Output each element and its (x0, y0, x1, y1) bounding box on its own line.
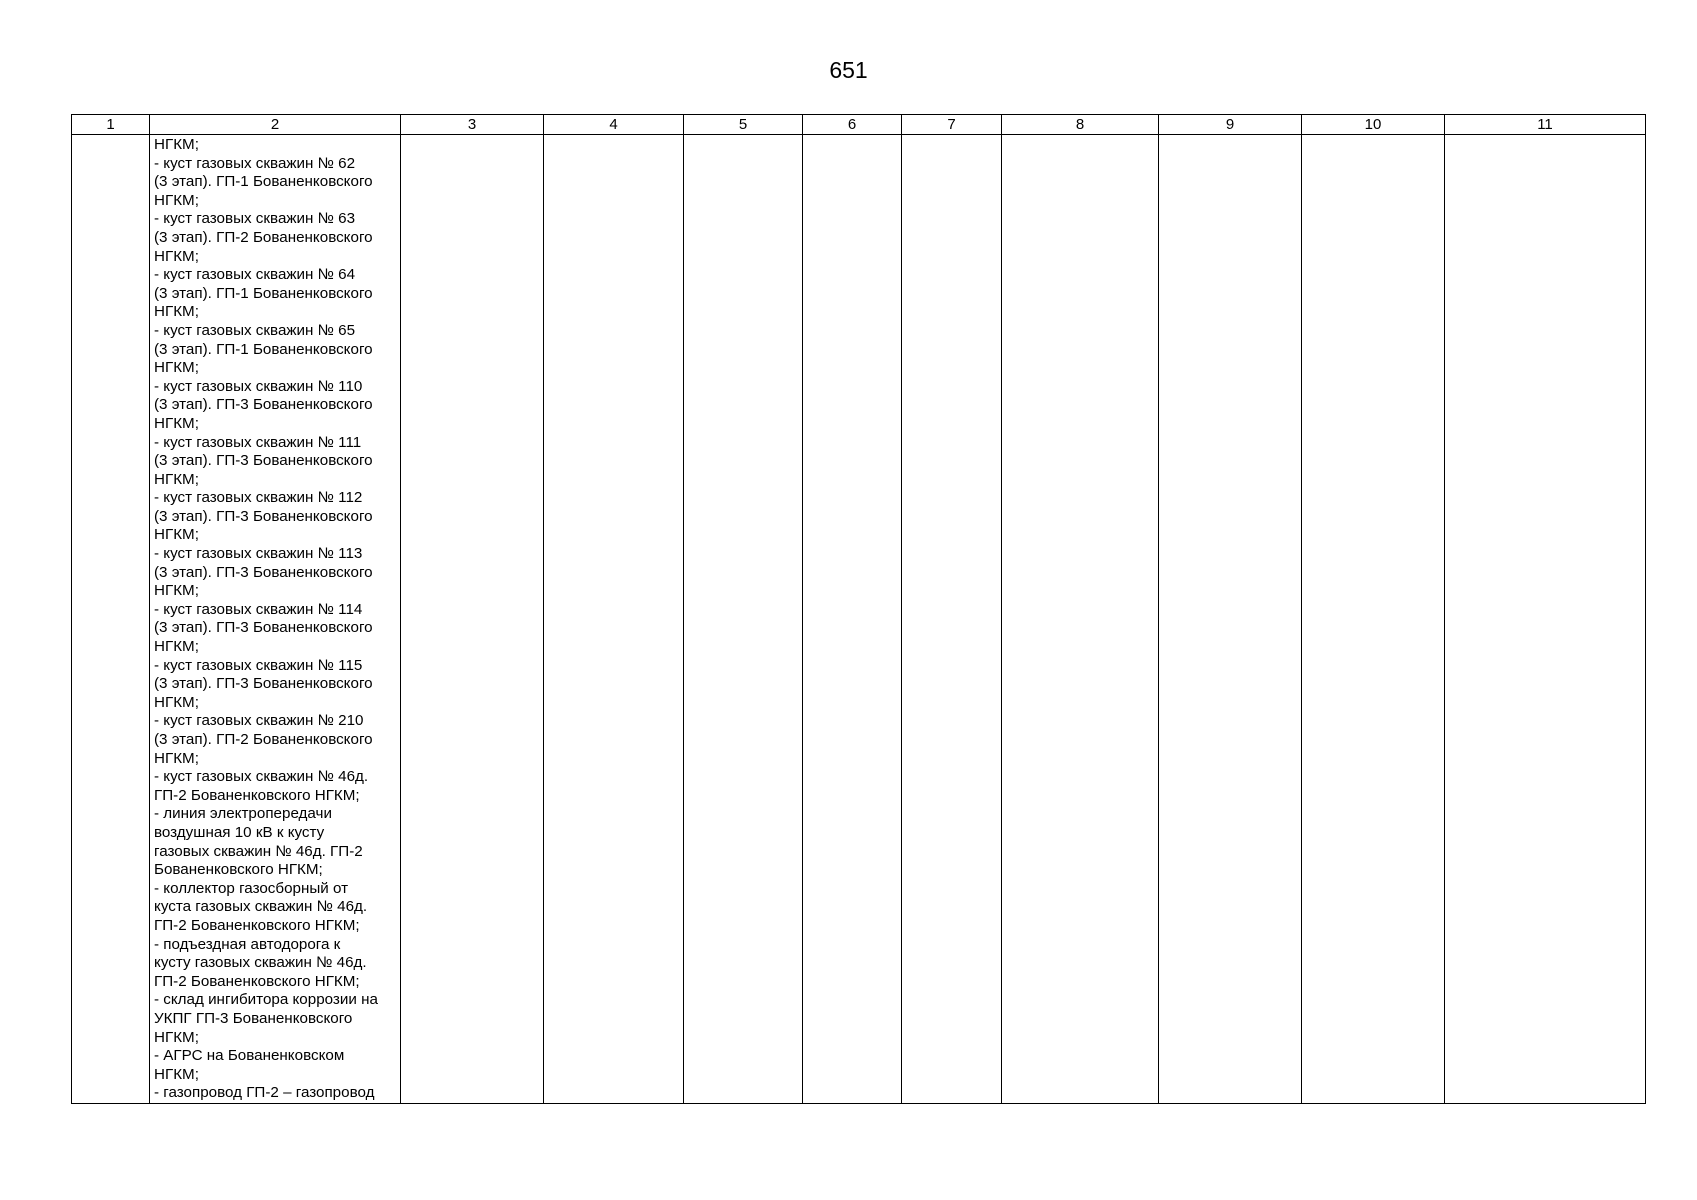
list-item: НГКМ; (154, 638, 199, 656)
list-item: НГКМ; (154, 470, 199, 488)
list-item: газовых скважин № 46д. ГП-2 (154, 842, 363, 860)
list-item: НГКМ; (154, 247, 199, 265)
list-item: НГКМ; (154, 191, 199, 209)
list-item: - куст газовых скважин № 115 (154, 656, 363, 674)
table-row (72, 135, 1646, 1104)
list-item: - куст газовых скважин № 113 (154, 545, 363, 563)
list-item: (3 этап). ГП-1 Бованенковского (154, 173, 373, 191)
column-header-3: 3 (401, 115, 544, 135)
column-header-5: 5 (684, 115, 803, 135)
list-item: кусту газовых скважин № 46д. (154, 954, 367, 972)
column-header-1: 1 (72, 115, 150, 135)
document-table (71, 114, 1646, 1104)
list-item: ГП-2 Бованенковского НГКМ; (154, 916, 360, 934)
cell-col-4 (544, 135, 684, 1104)
list-item: (3 этап). ГП-3 Бованенковского (154, 675, 373, 693)
list-item: куста газовых скважин № 46д. (154, 898, 368, 916)
list-item: - куст газовых скважин № 110 (154, 377, 363, 395)
list-item: - коллектор газосборный от (154, 879, 349, 897)
column-header-2: 2 (150, 115, 401, 135)
list-item: НГКМ; (154, 582, 199, 600)
cell-col-5 (684, 135, 803, 1104)
table-header-row (72, 115, 1646, 135)
list-item: - АГРС на Бованенковском (154, 1047, 345, 1065)
list-item: (3 этап). ГП-3 Бованенковского (154, 396, 373, 414)
cell-col-6 (803, 135, 902, 1104)
list-item: - куст газовых скважин № 112 (154, 489, 363, 507)
list-item: НГКМ; (154, 693, 199, 711)
list-item: - куст газовых скважин № 62 (154, 154, 356, 172)
list-item: - куст газовых скважин № 111 (154, 433, 362, 451)
list-item: - куст газовых скважин № 114 (154, 600, 363, 618)
cell-col-8 (1002, 135, 1159, 1104)
list-item: (3 этап). ГП-3 Бованенковского (154, 452, 373, 470)
list-item: воздушная 10 кВ к кусту (154, 823, 325, 841)
list-item: - газопровод ГП-2 – газопровод (154, 1084, 375, 1102)
cell-col-9 (1159, 135, 1302, 1104)
list-item: НГКМ; (154, 414, 199, 432)
column-header-8: 8 (1002, 115, 1159, 135)
list-item: (3 этап). ГП-2 Бованенковского (154, 228, 373, 246)
column-header-6: 6 (803, 115, 902, 135)
list-item: (3 этап). ГП-3 Бованенковского (154, 563, 373, 581)
list-item: НГКМ; (154, 526, 199, 544)
column-header-4: 4 (544, 115, 684, 135)
cell-col-10 (1302, 135, 1445, 1104)
column-header-9: 9 (1159, 115, 1302, 135)
list-item: НГКМ; (154, 303, 199, 321)
list-item: - подъездная автодорога к (154, 935, 341, 953)
list-item: УКПГ ГП-3 Бованенковского (154, 1009, 353, 1027)
list-item: НГКМ; (154, 1028, 199, 1046)
list-item: - куст газовых скважин № 210 (154, 712, 364, 730)
list-item: - куст газовых скважин № 65 (154, 321, 356, 339)
list-item: - линия электропередачи (154, 805, 332, 823)
list-item: (3 этап). ГП-3 Бованенковского (154, 507, 373, 525)
list-item: ГП-2 Бованенковского НГКМ; (154, 972, 360, 990)
list-item: - куст газовых скважин № 63 (154, 210, 356, 228)
column-header-7: 7 (902, 115, 1002, 135)
page-number: 651 (829, 57, 868, 83)
column-header-10: 10 (1302, 115, 1445, 135)
list-item: - куст газовых скважин № 46д. (154, 768, 369, 786)
facility-list (150, 135, 400, 1103)
list-item: НГКМ; (154, 136, 199, 153)
column-header-11: 11 (1445, 115, 1646, 135)
list-item: - склад ингибитора коррозии на (154, 991, 378, 1009)
list-item: (3 этап). ГП-2 Бованенковского (154, 731, 373, 748)
cell-col-1 (72, 135, 150, 1104)
list-item: ГП-2 Бованенковского НГКМ; (154, 786, 360, 804)
cell-col-11 (1445, 135, 1646, 1104)
cell-col-3 (401, 135, 544, 1104)
list-item: (3 этап). ГП-1 Бованенковского (154, 340, 373, 358)
list-item: НГКМ; (154, 1065, 199, 1083)
list-item: (3 этап). ГП-1 Бованенковского (154, 284, 373, 302)
list-item: (3 этап). ГП-3 Бованенковского (154, 619, 373, 637)
cell-col-2 (150, 135, 401, 1104)
list-item: - куст газовых скважин № 64 (154, 266, 356, 284)
list-item: НГКМ; (154, 749, 199, 767)
cell-col-7 (902, 135, 1002, 1104)
list-item: НГКМ; (154, 359, 199, 377)
list-item: Бованенковского НГКМ; (154, 861, 323, 879)
